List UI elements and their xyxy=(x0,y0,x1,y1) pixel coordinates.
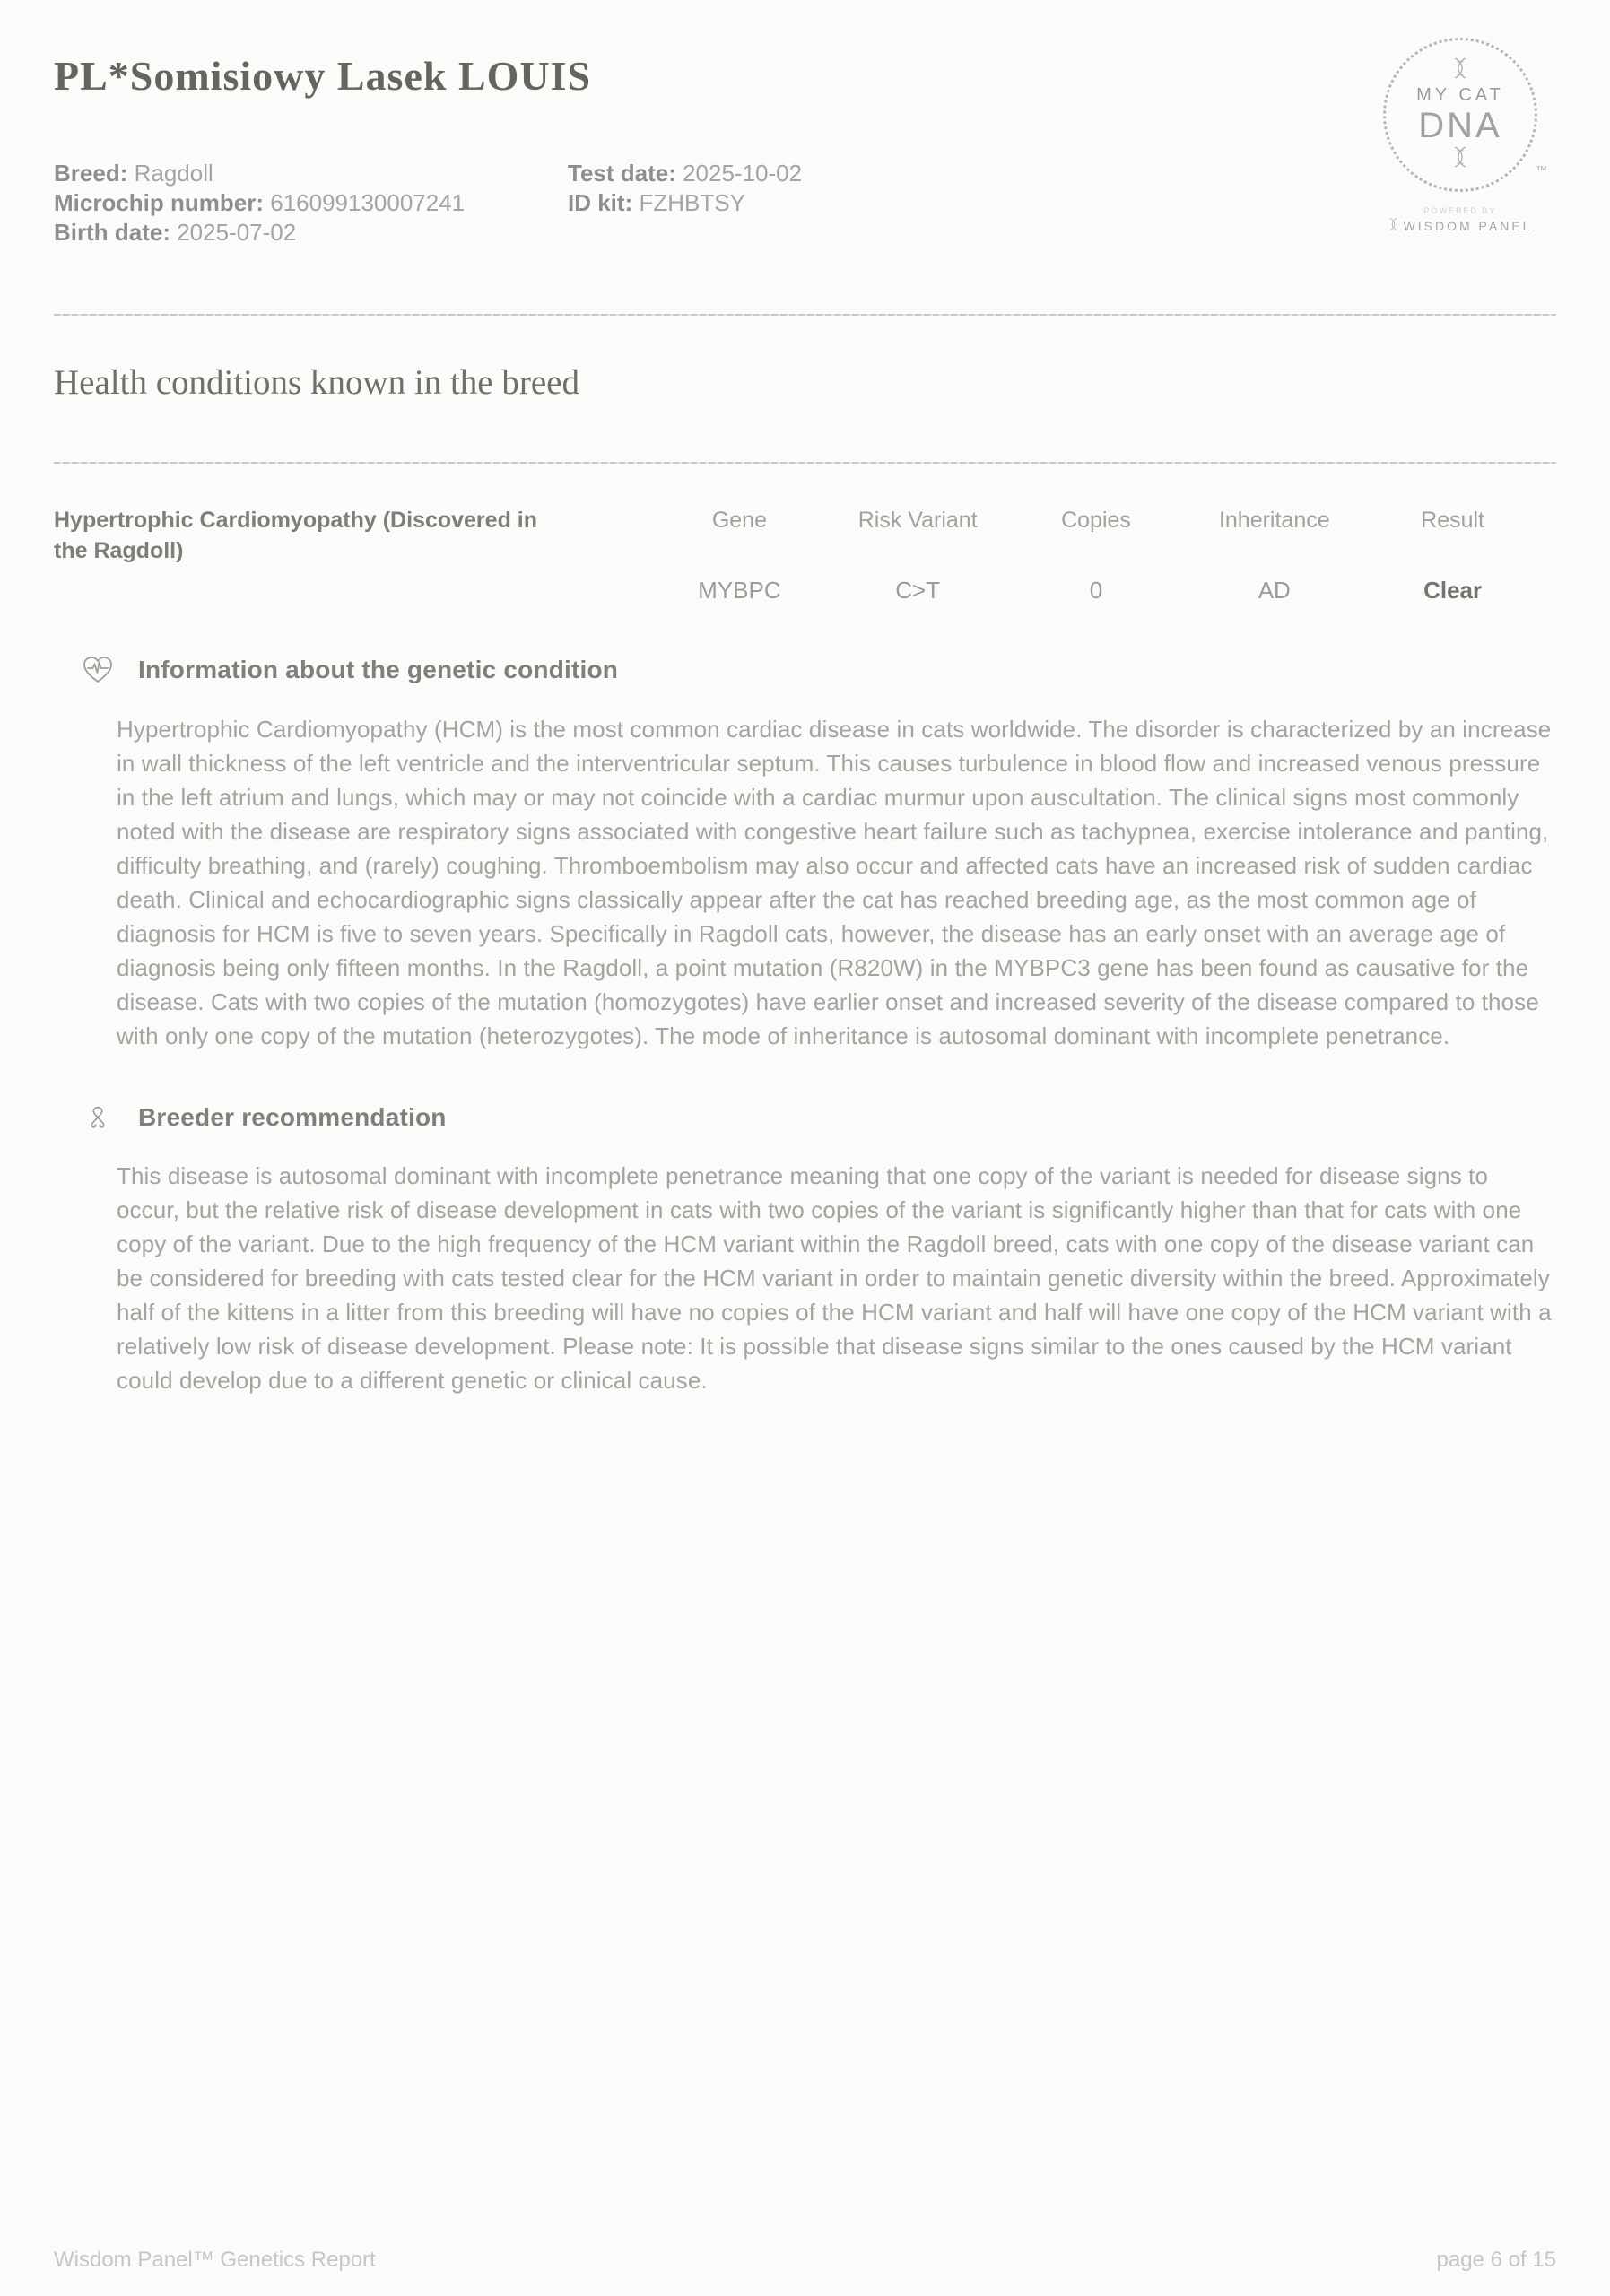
microchip-label: Microchip number: xyxy=(54,189,265,216)
birth-date-label: Birth date: xyxy=(54,219,170,246)
page-footer xyxy=(54,2248,1556,2273)
inheritance-header: Inheritance xyxy=(1218,508,1330,533)
test-date-field xyxy=(568,159,1124,188)
test-date-label: Test date: xyxy=(568,160,676,187)
test-date-value: 2025-10-02 xyxy=(675,160,803,187)
breed-value: Ragdoll xyxy=(127,160,213,187)
risk-variant-header: Risk Variant xyxy=(857,508,978,533)
breeder-recommendation-section xyxy=(54,1103,1556,1397)
divider-line xyxy=(54,462,1556,464)
logo-text-dna: DNA xyxy=(1418,106,1502,145)
microchip-value: 616099130007241 xyxy=(264,189,466,216)
my-cat-dna-logo xyxy=(1366,38,1554,233)
info-section-header xyxy=(54,655,1556,685)
gene-column xyxy=(650,505,829,604)
genetic-condition-info-section xyxy=(54,655,1556,1053)
footer-report-name: Wisdom Panel™ Genetics Report xyxy=(54,2248,376,2272)
gene-value: MYBPC xyxy=(698,577,781,604)
info-section-body: Hypertrophic Cardiomyopathy (HCM) is the most common cardiac disease in cats worldwide. The disorder is characterized by an increase in wall thickness of the left ventricle and the interventricular septum. This causes turbulence in blood flow and increased venous pressure in the left atrium and lungs, which may or may not coincide with a cardiac murmur upon auscultation. The clinical signs most commonly noted with the disease are respiratory signs associated with congestive heart failure such as tachypnea, exercise intolerance and panting, difficulty breathing, and (rarely) coughing. Thromboembolism may also occur and affected cats have an increased risk of sudden cardiac death. Clinical and echocardiographic signs classically appear after the cat has reached breeding age, as the most common age of diagnosis for HCM is five to seven years. Specifically in Ragdoll cats, however, the disease has an early onset with an average age of diagnosis being only fifteen months. In the Ragdoll, a point mutation (R820W) in the MYBPC3 gene has been found as causative for the disease. Cats with two copies of the mutation (homozygotes) have earlier onset and increased severity of the disease compared to those with only one copy of the mutation (heterozygotes). The mode of inheritance is autosomal dominant with incomplete penetrance. xyxy=(117,716,1552,1049)
birth-date-value: 2025-07-02 xyxy=(170,219,297,246)
footer-page-number: page 6 of 15 xyxy=(1436,2248,1556,2272)
breeder-section-header xyxy=(54,1103,1556,1132)
condition-columns xyxy=(605,505,1556,604)
trademark-symbol: ™ xyxy=(1536,163,1547,177)
result-header: Result xyxy=(1421,508,1485,533)
copies-header: Copies xyxy=(1061,508,1131,533)
gene-header: Gene xyxy=(711,508,767,533)
page-title: PL*Somisiowy Lasek LOUIS xyxy=(54,53,592,99)
risk-variant-value: C>T xyxy=(895,577,941,604)
risk-variant-column xyxy=(829,505,1007,604)
copies-column xyxy=(1007,505,1186,604)
birth-date-field xyxy=(54,218,568,248)
breeder-section-title: Breeder recommendation xyxy=(138,1103,447,1131)
inheritance-value: AD xyxy=(1258,577,1291,604)
pet-details xyxy=(54,159,1556,248)
condition-table xyxy=(54,505,1556,604)
dna-helix-icon xyxy=(1452,57,1468,83)
dna-helix-icon xyxy=(1452,146,1468,172)
id-kit-value: FZHBTSY xyxy=(632,189,745,216)
section-heading: Health conditions known in the breed xyxy=(54,363,579,402)
id-kit-label: ID kit: xyxy=(568,189,633,216)
result-value-badge: Clear xyxy=(1423,577,1483,604)
info-section-title: Information about the genetic condition xyxy=(138,656,619,683)
ribbon-icon xyxy=(81,1103,115,1132)
pet-details-right xyxy=(568,159,1124,248)
pet-details-left xyxy=(54,159,568,248)
logo-text-my-cat: MY CAT xyxy=(1416,85,1504,105)
inheritance-column xyxy=(1185,505,1363,604)
wisdom-panel-wordmark xyxy=(1366,218,1554,233)
microchip-field xyxy=(54,188,568,218)
breed-label: Breed: xyxy=(54,160,128,187)
logo-powered-by: POWERED BY xyxy=(1423,206,1497,215)
condition-name: Hypertrophic Cardiomyopathy (Discovered in the Ragdoll) xyxy=(54,508,538,563)
logo-circle xyxy=(1383,38,1547,192)
breeder-section-body: This disease is autosomal dominant with incomplete penetrance meaning that one copy of the variant is needed for disease signs to occur, but the relative risk of disease development in cats with two copies of the variant is significantly higher than that for cats with one copy of the variant. Due to the high frequency of the HCM variant within the Ragdoll breed, cats with one copy of the disease variant can be considered for breeding with cats tested clear for the HCM variant in order to maintain genetic diversity within the breed. Approximately half of the kittens in a litter from this breeding will have no copies of the HCM variant and half will have one copy of the HCM variant with a relatively low risk of disease development. Please note: It is possible that disease signs similar to the ones caused by the HCM variant could develop due to a different genetic or clinical cause. xyxy=(117,1162,1552,1394)
wisdom-panel-text: WISDOM PANEL xyxy=(1403,218,1533,233)
heart-pulse-icon xyxy=(81,655,115,685)
result-column xyxy=(1363,505,1542,604)
breed-field xyxy=(54,159,568,188)
wisdom-panel-mark-icon xyxy=(1388,218,1398,233)
copies-value: 0 xyxy=(1089,577,1103,604)
divider-line xyxy=(54,314,1556,316)
id-kit-field xyxy=(568,188,1124,218)
